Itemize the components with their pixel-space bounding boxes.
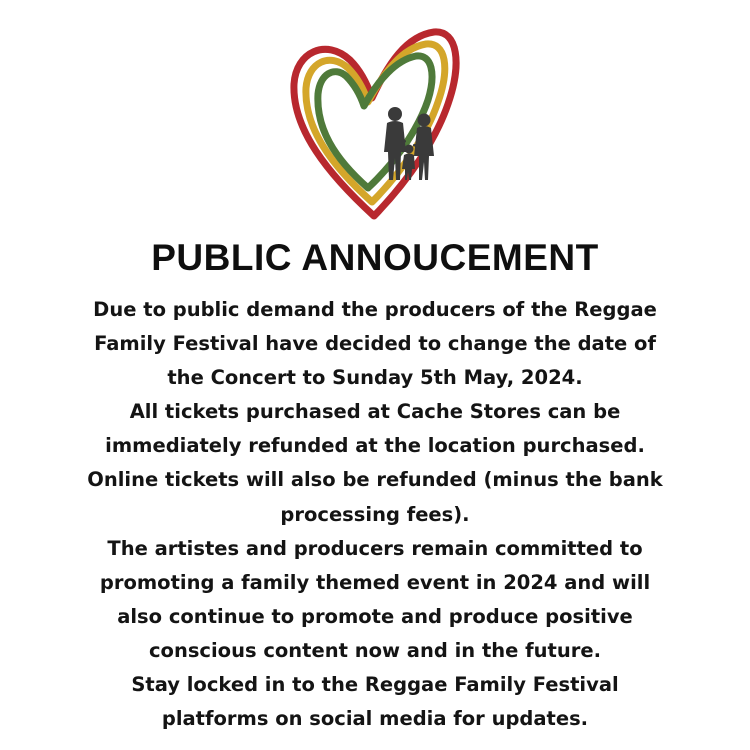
announcement-line: the Concert to Sunday 5th May, 2024. [167, 366, 583, 390]
announcement-line: promoting a family themed event in 2024 and will [99, 570, 651, 594]
announcement-body [60, 293, 690, 736]
announcement-line: Stay locked in to the Reggae Family Festival [131, 673, 619, 697]
announcement-line: All tickets purchased at Cache Stores can be [129, 400, 621, 424]
announcement-line: processing fees). [280, 502, 470, 526]
announcement-line: The artistes and producers remain committed to [107, 536, 643, 560]
announcement-line: conscious content now and in the future. [148, 638, 601, 662]
announcement-line: Due to public demand the producers of the Reggae [93, 298, 657, 321]
announcement-line: immediately refunded at the location purchased. [105, 434, 645, 458]
page-title: PUBLIC ANNOUCEMENT [151, 237, 599, 278]
announcement-line: Family Festival have decided to change the date of [94, 332, 656, 356]
announcement-line: also continue to promote and produce positive [117, 604, 633, 628]
announcement-line: Online tickets will also be refunded (minus the bank [87, 468, 663, 492]
heart-family-logo-icon [288, 24, 464, 222]
announcement-line: platforms on social media for updates. [161, 707, 589, 731]
